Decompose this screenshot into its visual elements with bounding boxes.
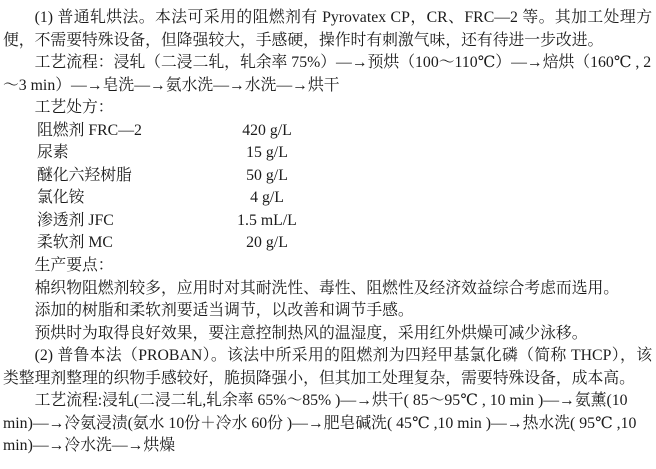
recipe-row (3, 232, 652, 255)
production-point: 添加的树脂和柔软剂要适当调节，以改善和调节手感。 (34, 302, 414, 320)
recipe-row (3, 210, 652, 233)
recipe-ingredient: 渗透剂 JFC (37, 211, 114, 229)
recipe-amount: 15 g/L (246, 144, 288, 162)
recipe-table (3, 120, 652, 255)
recipe-amount: 420 g/L (242, 121, 292, 139)
recipe-amount: 20 g/L (246, 234, 288, 252)
recipe-ingredient: 阻燃剂 FRC—2 (37, 121, 142, 139)
recipe-amount: 1.5 mL/L (237, 211, 297, 229)
recipe-ingredient: 醚化六羟树脂 (37, 166, 132, 184)
production-point: 预烘时为取得良好效果，要注意控制热风的温湿度，采用红外烘燥可减少泳移。 (34, 324, 588, 342)
paragraph-process-flow-2: 工艺流程:浸轧(二浸二轧,轧余率 65%～85% )—→烘干( 85～95℃ , 10 min )—→氨薰(10 min)—→冷氨浸渍(氨水 10份＋冷水 60份 )—→肥皂碱洗( 45℃ ,10 min )—→热水洗( 95℃ ,10 min)—→冷水洗—→烘燥 (3, 392, 637, 455)
recipe-amount: 4 g/L (250, 189, 284, 207)
recipe-ingredient: 氯化铵 (37, 189, 85, 207)
recipe-title: 工艺处方： (34, 99, 114, 117)
paragraph-method-2-intro: (2) 普鲁本法（PROBAN）。该法中所采用的阻燃剂为四羟甲基氯化磷（简称 THCP），该类整理剂整理的织物手感较好，脆损降强小，但其加工处理复杂，需要特殊设备，成本高。 (3, 347, 652, 387)
recipe-ingredient: 尿素 (37, 144, 69, 162)
recipe-row (3, 165, 652, 188)
recipe-amount: 50 g/L (246, 166, 288, 184)
production-point: 棉织物阻燃剂较多，应用时对其耐洗性、毒性、阻燃性及经济效益综合考虑而选用。 (34, 279, 620, 297)
paragraph-method-1-intro: (1) 普通轧烘法。本法可采用的阻燃剂有 Pyrovatex CP，CR、FRC—2 等。其加工处理方便，不需要特殊设备，但降强较大，手感硬，操作时有刺激气味，还有待进一步改进。 (3, 9, 652, 49)
production-points-title: 生产要点： (34, 257, 114, 275)
recipe-row (3, 187, 652, 210)
recipe-row (3, 142, 652, 165)
recipe-row (3, 120, 652, 143)
recipe-ingredient: 柔软剂 MC (37, 234, 113, 252)
paragraph-process-flow-1: 工艺流程：浸轧（二浸二轧，轧余率 75%）—→预烘（100～110℃）—→焙烘（160℃ , 2～3 min）—→皂洗—→氨水洗—→水洗—→烘干 (3, 54, 652, 94)
